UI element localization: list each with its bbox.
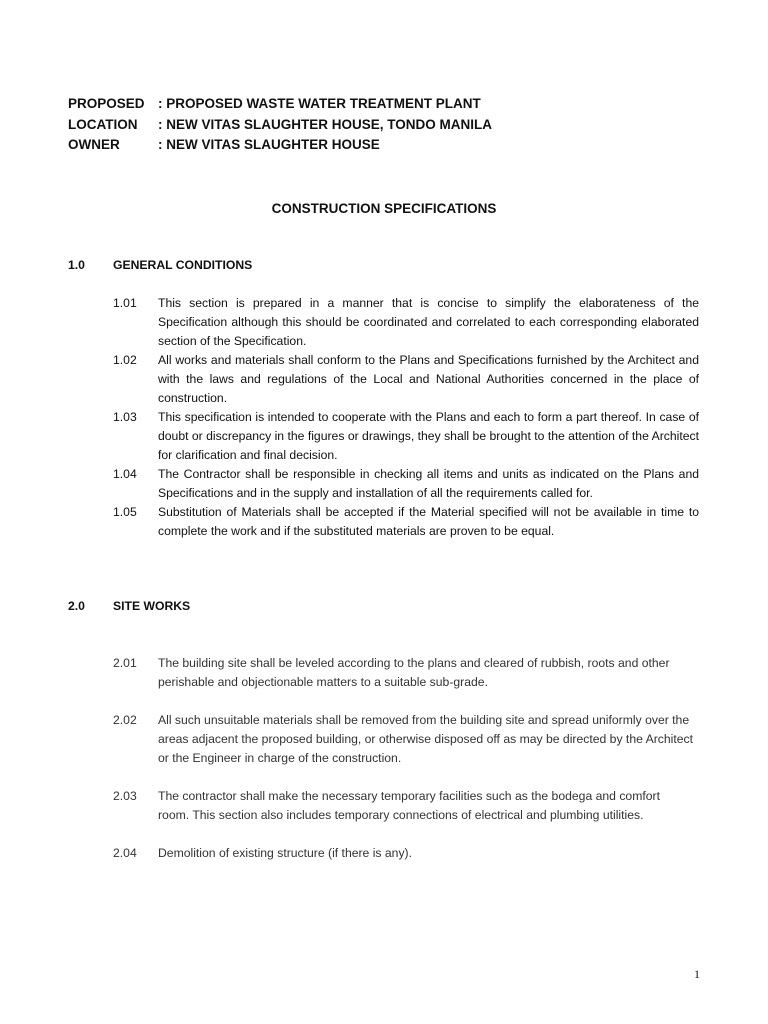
- item-text: This specification is intended to cooperate with the Plans and each to form a part thereof. In case of doubt or discrepancy in the figures or drawings, they shall be brought to the attention of the Architect for clarification and final decision.: [158, 410, 699, 462]
- spec-item-2-02: [113, 711, 693, 768]
- header-row-owner: [68, 135, 492, 156]
- header-row-proposed: [68, 94, 492, 115]
- item-number: 2.02: [113, 713, 137, 727]
- spec-item-1-04: [113, 465, 699, 503]
- section-items-general-conditions: [113, 294, 699, 541]
- section-heading-site-works: [68, 597, 190, 616]
- section-number: 2.0: [68, 599, 85, 613]
- item-number: 1.03: [113, 410, 137, 424]
- spec-item-2-01: [113, 654, 693, 692]
- item-text: Demolition of existing structure (if there is any).: [158, 846, 413, 860]
- section-title: GENERAL CONDITIONS: [113, 258, 253, 272]
- item-number: 1.04: [113, 467, 137, 481]
- item-number: 1.05: [113, 505, 137, 519]
- spec-item-1-01: [113, 294, 699, 351]
- item-text: The building site shall be leveled according to the plans and cleared of rubbish, roots and other perishable and objectionable matters to a suitable sub-grade.: [158, 656, 670, 689]
- header-label: PROPOSED: [68, 96, 145, 111]
- section-number: 1.0: [68, 258, 85, 272]
- document-title: CONSTRUCTION SPECIFICATIONS: [271, 201, 497, 216]
- header-value: : PROPOSED WASTE WATER TREATMENT PLANT: [158, 96, 481, 111]
- item-text: All such unsuitable materials shall be removed from the building site and spread uniformly over the areas adjacent the proposed building, or otherwise disposed off as may be directed by the Architect or the Engineer in charge of the construction.: [158, 713, 693, 765]
- header-label: LOCATION: [68, 116, 138, 132]
- spec-item-2-03: [113, 787, 693, 825]
- section-title: SITE WORKS: [113, 599, 191, 613]
- item-number: 1.01: [113, 296, 137, 310]
- item-number: 2.03: [113, 789, 137, 803]
- item-text: Substitution of Materials shall be accepted if the Material specified will not be available in time to complete the work and if the substituted materials are proven to be equal.: [158, 505, 699, 538]
- section-items-site-works: [113, 654, 693, 882]
- section-heading-general-conditions: [68, 256, 252, 275]
- header-value: : NEW VITAS SLAUGHTER HOUSE, TONDO MANILA: [158, 116, 492, 132]
- spec-item-1-03: [113, 408, 699, 465]
- item-number: 2.04: [113, 846, 137, 860]
- spec-item-2-04: [113, 844, 693, 863]
- item-text: All works and materials shall conform to the Plans and Specifications furnished by the Architect and with the laws and regulations of the Local and National Authorities concerned in the place of construction.: [158, 353, 699, 405]
- item-text: The Contractor shall be responsible in checking all items and units as indicated on the Plans and Specifications and in the supply and installation of all the requirements called for.: [158, 467, 699, 500]
- spec-item-1-05: [113, 503, 699, 541]
- header-row-location: [68, 115, 492, 136]
- header-value: : NEW VITAS SLAUGHTER HOUSE: [158, 137, 380, 152]
- item-text: The contractor shall make the necessary temporary facilities such as the bodega and comfort room. This section also includes temporary connections of electrical and plumbing utilities.: [158, 789, 660, 822]
- item-text: This section is prepared in a manner that is concise to simplify the elaborateness of the Specification although this should be coordinated and correlated to each corresponding elaborated section of the Specification.: [158, 296, 699, 348]
- spec-item-1-02: [113, 351, 699, 408]
- header-label: OWNER: [68, 137, 120, 152]
- project-header: [68, 94, 492, 156]
- item-number: 1.02: [113, 353, 137, 367]
- page-number: 1: [694, 967, 700, 981]
- item-number: 2.01: [113, 656, 137, 670]
